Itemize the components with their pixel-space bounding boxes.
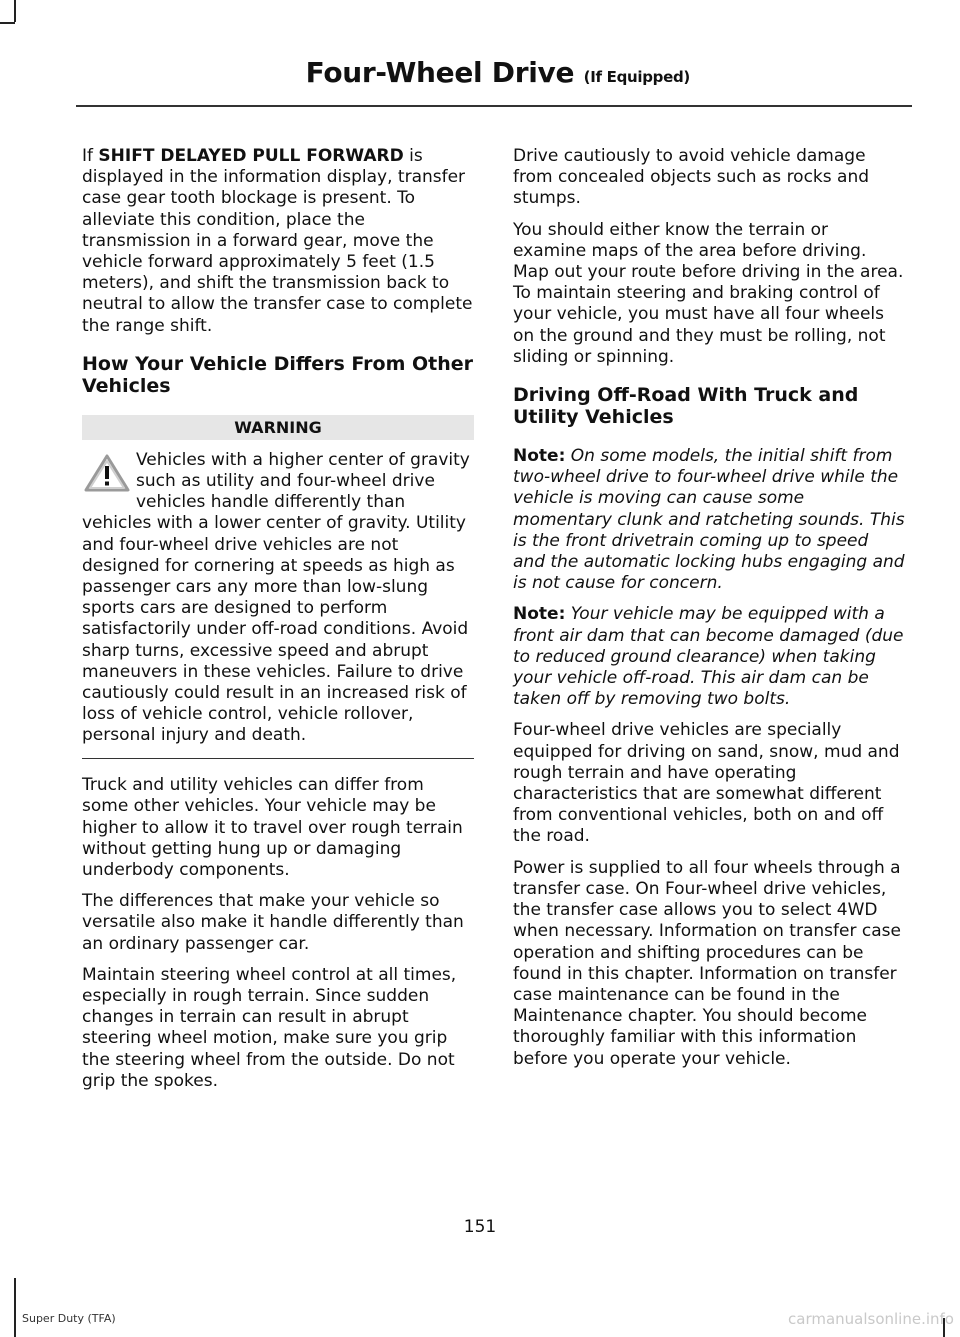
section-heading: How Your Vehicle Differs From Other Vehicles (82, 352, 474, 397)
text-run: If (82, 146, 99, 166)
paragraph: Four-wheel drive vehicles are specially equipped for driving on sand, snow, mud and rough terrain and have operating characteristics that are somewhat different from conventional vehicles, both on and off the road. (513, 720, 900, 847)
display-message: SHIFT DELAYED PULL FORWARD (98, 146, 404, 166)
paragraph: Drive cautiously to avoid vehicle damage from concealed objects such as rocks and stumps. (513, 146, 870, 209)
note-text: Your vehicle may be equipped with a front air dam that can become damaged (due to reduced ground clearance) when taking your vehicle off-road. This air dam can be taken off by removing two bolts. (513, 604, 904, 710)
warning-triangle-icon (82, 452, 132, 494)
left-column (82, 146, 474, 1102)
paragraph: You should either know the terrain or examine maps of the area before driving. Map out your route before driving in the area. To maintain steering and braking control of your vehicle, you must have all four wheels on the ground and they must be rolling, not sliding or spinning. (513, 219, 904, 367)
paragraph: Truck and utility vehicles can differ from some other vehicles. Your vehicle may be higher to allow it to travel over rough terrain without getting hung up or damaging underbody components. (82, 775, 463, 880)
watermark: carmanualsonline.info (788, 1310, 954, 1328)
note-text: On some models, the initial shift from two-wheel drive to four-wheel drive while the vehicle is moving can cause some momentary clunk and ratcheting sounds. This is the front drivetrain coming up to speed and the automatic locking hubs engaging and is not cause for concern. (513, 446, 905, 594)
warning-divider (82, 758, 474, 760)
page-title-main: Four-Wheel Drive (305, 56, 575, 89)
header-divider (76, 105, 912, 107)
page-number: 151 (463, 1217, 497, 1237)
paragraph: The differences that make your vehicle so versatile also make it handle differently than an ordinary passenger car. (82, 891, 464, 954)
page-title (306, 56, 690, 89)
paragraph: Maintain steering wheel control at all times, especially in rough terrain. Since sudden changes in terrain can result in abrupt steering wheel motion, make sure you grip the steering wheel from the outside. Do not grip the spokes. (82, 964, 457, 1091)
crop-mark (14, 0, 16, 22)
warning-box (82, 450, 474, 747)
note-label: Note: (513, 446, 566, 467)
right-column (513, 146, 905, 1080)
crop-mark (0, 22, 15, 24)
paragraph: Power is supplied to all four wheels through a transfer case. On Four-wheel drive vehicles, the transfer case allows you to select 4WD when necessary. Information on transfer case operation and shifting procedures can be found in this chapter. Information on transfer case maintenance can be found in the Maintenance chapter. You should become thoroughly familiar with this information before you operate your vehicle. (513, 857, 901, 1069)
note-paragraph (513, 446, 905, 594)
warning-text: Vehicles with a higher center of gravity such as utility and four-wheel drive vehicles handle differently than vehicles with a lower center of gravity. Utility and four-wheel drive vehicles are not designed for cornering at speeds as high as passenger cars any more than low-slung sports cars are designed to perform satisfactorily under off-road conditions. Avoid sharp turns, excessive speed and abrupt maneuvers in these vehicles. Failure to drive cautiously could result in an increased risk of loss of vehicle control, vehicle rollover, personal injury and death. (82, 449, 470, 746)
text-run: is displayed in the information display, transfer case gear tooth blockage is present. To alleviate this condition, place the transmission in a forward gear, move the vehicle forward approximately 5 feet (1.5 meters), and shift the transmission back to neutral to allow the transfer case to complete the range shift. (82, 146, 473, 336)
crop-mark (14, 1278, 16, 1337)
footer-model: Super Duty (TFA) (22, 1312, 116, 1325)
section-heading: Driving Off-Road With Truck and Utility Vehicles (513, 384, 859, 429)
warning-label: WARNING (82, 415, 474, 440)
note-paragraph (513, 604, 905, 710)
page-title-subtitle: (If Equipped) (583, 68, 690, 86)
note-label: Note: (513, 604, 566, 625)
paragraph (82, 146, 474, 337)
